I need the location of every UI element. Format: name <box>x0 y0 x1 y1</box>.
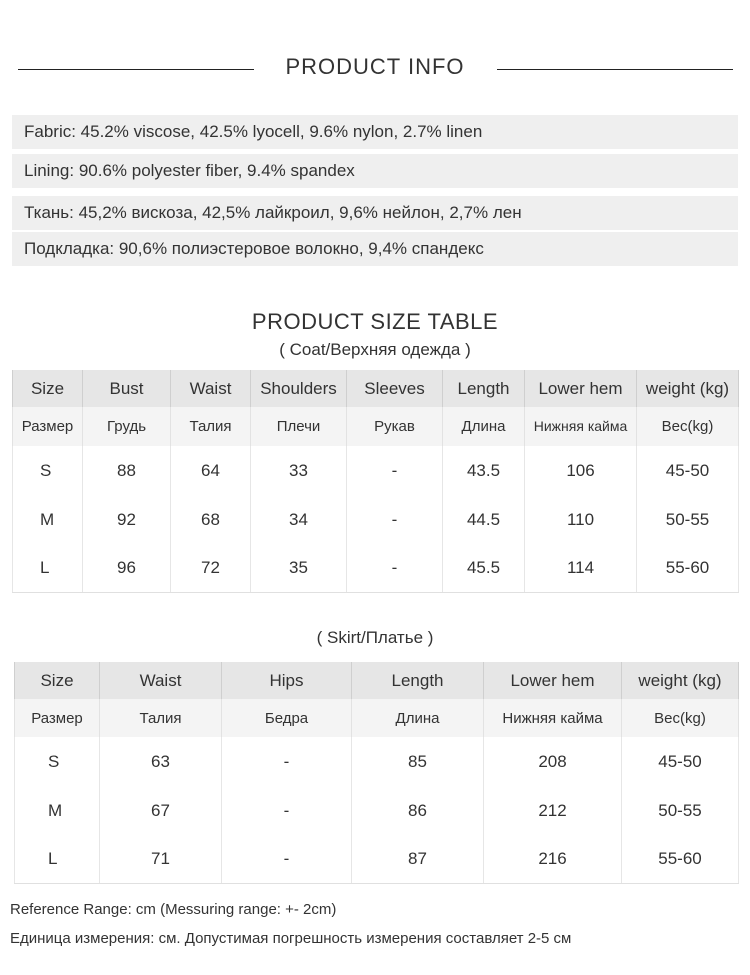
table-cell: 72 <box>171 544 251 592</box>
skirt-size-m: M <box>15 787 100 835</box>
skirt-header-hips: Hips <box>222 662 352 699</box>
coat-header-size-ru: Размер <box>13 407 83 446</box>
skirt-size-l: L <box>15 835 100 883</box>
coat-header-size: Size <box>13 370 83 407</box>
table-cell: 43.5 <box>443 446 525 496</box>
table-cell: 50-55 <box>622 787 739 835</box>
table-cell: 87 <box>352 835 484 883</box>
coat-header-sleeves: Sleeves <box>347 370 443 407</box>
table-cell: 55-60 <box>622 835 739 883</box>
skirt-header-waist-ru: Талия <box>100 699 222 737</box>
skirt-header-ru-row <box>15 699 739 737</box>
table-row <box>13 496 739 544</box>
skirt-header-waist: Waist <box>100 662 222 699</box>
skirt-header-size: Size <box>15 662 100 699</box>
table-cell: 92 <box>83 496 171 544</box>
coat-header-sleeves-ru: Рукав <box>347 407 443 446</box>
skirt-header-weight-ru: Вес(kg) <box>622 699 739 737</box>
coat-header-weight: weight (kg) <box>637 370 739 407</box>
table-row <box>15 787 739 835</box>
table-cell: 67 <box>100 787 222 835</box>
table-cell: 86 <box>352 787 484 835</box>
table-row <box>13 446 739 496</box>
table-row <box>13 544 739 592</box>
skirt-rows <box>15 737 739 883</box>
table-cell: 106 <box>525 446 637 496</box>
table-cell: - <box>347 446 443 496</box>
skirt-header-weight: weight (kg) <box>622 662 739 699</box>
table-cell: 33 <box>251 446 347 496</box>
fabric-info-en: Fabric: 45.2% viscose, 42.5% lyocell, 9.6% nylon, 2.7% linen <box>12 115 738 149</box>
coat-rows <box>13 446 739 592</box>
coat-subtitle: ( Coat/Верхняя одежда ) <box>279 340 471 359</box>
lining-info-en: Lining: 90.6% polyester fiber, 9.4% spandex <box>12 154 738 188</box>
skirt-header-size-ru: Размер <box>15 699 100 737</box>
table-cell: 34 <box>251 496 347 544</box>
coat-header-waist: Waist <box>171 370 251 407</box>
skirt-header-length-ru: Длина <box>352 699 484 737</box>
table-cell: 88 <box>83 446 171 496</box>
coat-header-ru-row <box>13 407 739 446</box>
table-cell: 71 <box>100 835 222 883</box>
coat-header-waist-ru: Талия <box>171 407 251 446</box>
skirt-size-table <box>14 662 739 884</box>
table-cell: - <box>222 787 352 835</box>
table-cell: 208 <box>484 737 622 787</box>
coat-header-bust: Bust <box>83 370 171 407</box>
table-cell: 44.5 <box>443 496 525 544</box>
table-cell: 96 <box>83 544 171 592</box>
table-cell: 114 <box>525 544 637 592</box>
size-table-title: PRODUCT SIZE TABLE <box>251 309 499 334</box>
coat-header-lower-hem: Lower hem <box>525 370 637 407</box>
table-cell: 55-60 <box>637 544 739 592</box>
skirt-header-hips-ru: Бедра <box>222 699 352 737</box>
table-cell: - <box>222 737 352 787</box>
header-divider-right <box>497 69 733 70</box>
table-cell: 85 <box>352 737 484 787</box>
table-cell: 110 <box>525 496 637 544</box>
table-cell: - <box>222 835 352 883</box>
page-title: PRODUCT INFO <box>285 54 465 79</box>
table-cell: 50-55 <box>637 496 739 544</box>
coat-header-bust-ru: Грудь <box>83 407 171 446</box>
product-info-header <box>0 48 750 92</box>
reference-range-note-en: Reference Range: cm (Messuring range: +- 2cm) <box>10 901 337 918</box>
skirt-header-lower-hem-ru: Нижняя кайма <box>484 699 622 737</box>
coat-header-length: Length <box>443 370 525 407</box>
fabric-info-ru: Ткань: 45,2% вискоза, 42,5% лайкроил, 9,6% нейлон, 2,7% лен <box>12 196 738 230</box>
table-cell: 68 <box>171 496 251 544</box>
skirt-header-en-row <box>15 662 739 699</box>
lining-info-ru: Подкладка: 90,6% полиэстеровое волокно, 9,4% спандекс <box>12 232 738 266</box>
coat-header-length-ru: Длина <box>443 407 525 446</box>
skirt-subtitle: ( Skirt/Платье ) <box>316 628 434 647</box>
table-row <box>15 835 739 883</box>
coat-header-shoulders-ru: Плечи <box>251 407 347 446</box>
table-cell: 216 <box>484 835 622 883</box>
table-cell: 64 <box>171 446 251 496</box>
coat-size-m: M <box>13 496 83 544</box>
skirt-header-lower-hem: Lower hem <box>484 662 622 699</box>
coat-size-s: S <box>13 446 83 496</box>
coat-header-en-row <box>13 370 739 407</box>
table-cell: 45-50 <box>637 446 739 496</box>
table-cell: 63 <box>100 737 222 787</box>
coat-size-table <box>12 370 739 593</box>
table-cell: - <box>347 496 443 544</box>
table-cell: - <box>347 544 443 592</box>
coat-size-l: L <box>13 544 83 592</box>
coat-header-weight-ru: Вес(kg) <box>637 407 739 446</box>
table-cell: 45-50 <box>622 737 739 787</box>
coat-header-shoulders: Shoulders <box>251 370 347 407</box>
table-cell: 45.5 <box>443 544 525 592</box>
skirt-header-length: Length <box>352 662 484 699</box>
reference-range-note-ru: Единица измерения: см. Допустимая погрешность измерения составляет 2-5 см <box>10 930 572 947</box>
skirt-size-s: S <box>15 737 100 787</box>
table-cell: 212 <box>484 787 622 835</box>
table-cell: 35 <box>251 544 347 592</box>
table-row <box>15 737 739 787</box>
coat-header-lower-hem-ru: Нижняя кайма <box>533 418 628 434</box>
